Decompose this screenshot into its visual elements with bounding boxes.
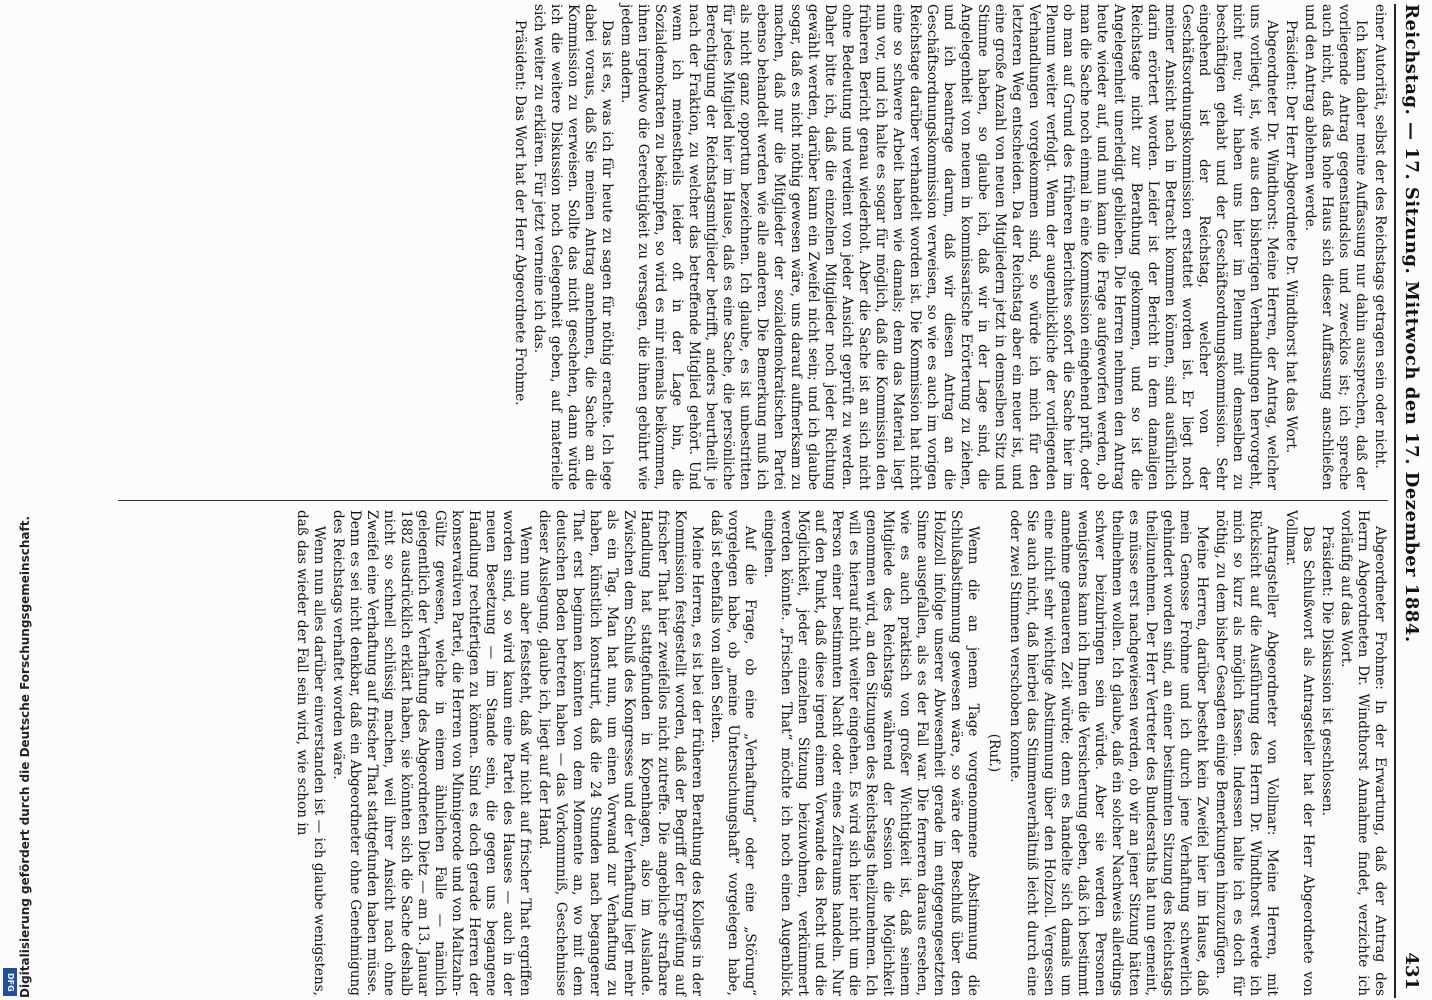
paragraph: Antragsteller Abgeordneter von Vollmar: Meine Herren, mit Rücksicht auf die Ausführung des Herrn Dr. Windthorst werde ich mich so kurz als möglich fassen. Indessen halte ich es doch für nöthig, zu dem bisher Gesagten einige Bemerkungen hinzuzufügen. <box>1213 510 1280 996</box>
rotated-content <box>110 4 1430 998</box>
digitization-strip <box>0 0 32 1000</box>
right-column <box>291 510 1388 996</box>
column-divider <box>118 500 1388 501</box>
paragraph: Meine Herren, es ist bei der früheren Berathung des Kollegs in der Kommission festgestellt worden, daß der Begriff der Ergreifung auf frischer That hier zweifellos nicht zutreffe. Die angebliche strafbare Handlung hat stattgefunden in Kopenhagen, also im Auslande. Zwischen dem Schluß des Kongresses und der Verhaftung liegt mehr als ein Tag. Man hat nun, um einen Vorwand zur Verhaftung zu haben, künstlich konstruirt, daß die 24 Stunden nach begangener That erst beginnen könnten von dem Momente an, wo mit dem deutschen Boden betreten haben — das Vorkommniß, Geschehnisse dieser Auslegung, glaube ich, liegt auf der Hand. <box>536 510 705 996</box>
left-column <box>509 4 1388 490</box>
page-header <box>1394 4 1430 998</box>
paragraph: Präsident: Das Wort hat der Herr Abgeordnete Frohme. <box>512 20 528 406</box>
paragraph: Wenn nun aber feststeht, daß wir nicht auf frischer That ergriffen worden sind, so wird kaum eine Partei des Hauses — auch in der neuen Besetzung — im Stande sein, die gegen uns begangene Handlung rechtfertigen zu können. Sind es doch gerade Herren der konservativen Partei, die Herren von Minnigerode und von Maltzahn-Gültz gewesen, welche in einem ähnlichen Falle — nämlich gelegentlich der Verhaftung des Abgeordneten Dietz — am 13. Januar 1882 ausdrücklich erklärt haben, sie könnten sich die Sache deshalb nicht so schnell schlüssig machen, weil ihrer Ansicht nach ohne Zweifel eine Verhaftung auf frischer That stattgefunden haben müsse. Denn es sei nicht denkbar, daß ein Abgeordneter ohne Genehmigung des Reichstags verhaftet worden wäre. <box>330 510 533 996</box>
paragraph: Präsident: Der Herr Abgeordnete Dr. Windthorst hat das Wort. <box>1283 20 1299 454</box>
running-head: Reichstag. — 17. Sitzung. Mittwoch den 17. Dezember 1884. <box>1401 4 1422 643</box>
paragraph: Das ist es, was ich für heute zu sagen für nöthig erachte. Ich lege dabei voraus, daß Sie meinen Antrag annehmen, die Sache an die Kommission zu verweisen. Sollte das nicht geschehen, dann würde ich die weitere Diskussion noch Gelegenheit geben, auf materielle sich weiter zu erklären. Für jetzt verneine ich das. <box>531 4 615 490</box>
paragraph: Wenn nun alles darüber einverstanden ist — ich glaube wenigstens, daß das wieder der Fall sein wird, wie schon in <box>294 510 327 996</box>
paragraph: einer Autorität, selbst der des Reichstags getragen sein oder nicht. <box>1372 4 1388 469</box>
paragraph: Auf die Frage, ob eine „Verhaftung“ oder eine „Störung“ vorgelegen habe, ob „meine Untersuchungshaft“ vorgelegen habe, daß ist ebenfalls von allen Seiten. <box>708 510 758 996</box>
digitization-note: Digitalisierung gefördert durch die Deutsche Forschungsgemeinschaft. <box>18 515 32 998</box>
paragraph: Abgeordneter Dr. Windthorst: Meine Herren, der Antrag, welcher uns vorliegt, ist, wie aus den bisherigen Verhandlungen hervorgeht, nicht neu; wir haben uns hier im Plenum mit demselben zu beschäftigen gehabt und der Geschäftsordnungskommission. Sehr eingehend ist der Reichstag, welcher von der Geschäftsordnungskommission erstattet worden ist. Er liegt noch meiner Ansicht nach in Betracht kommen können, sind ausführlich darin erörtert worden. Leider ist der Bericht in dem damaligen Reichstage nicht zur Berathung gekommen, und so ist die Angelegenheit unerledigt geblieben. Die Herren nehmen den Antrag heute wieder auf, und nun kann die Frage aufgeworfen werden, ob man die Sache noch einmal in eine Kommission eingehend prüft, oder ob man auf Grund des früheren Berichtes sofort die Sache hier im Plenum weiter verfolgt. Wenn der augenblickliche der vorliegenden Verhandlungen vorgekommen sind, so würde ich mich für den letzteren Weg entscheiden. Da der Reichstag aber ein neuer ist, und eine große Anzahl von neuen Mitgliedern jetzt in demselben Sitz und Stimme haben, so glaube ich, daß wir in der Lage sind, die Angelegenheit von neuem in kommissarische Erörterung zu ziehen, und ich beantrage darum, daß wir diesen Antrag an die Geschäftsordnungskommission verweisen, so wie es auch im vorigen Reichstage darüber verhandelt worden ist. Die Kommission hat nicht eine so schwere Arbeit haben wie damals; denn das Material liegt nun vor, und ich halte es sogar für möglich, daß die Kommission den früheren Bericht genau wiederholt. Aber die Sache ist an sich nicht ohne Bedeutung und verdient von jeder Ansicht geprüft zu werden. Daher bitte ich, daß die einzelnen Mitglieder noch jeder Richtung gewählt werden, darüber kann ein Zweifel nicht sein; und ich glaube sogar, daß es nicht nöthig gewesen wäre, uns darauf aufmerksam zu machen, daß nur die Mitglieder der sozialdemokratischen Partei ebenso behandelt werden wie alle anderen. Die Bemerkung muß ich als nicht ganz opportun bezeichnen. Ich glaube, es ist unbestritten für jedes Mitglied hier im Hause, daß es eine Sache, die persönliche Berechtigung der Reichstagsmitglieder betrifft, anders beurtheilt je nach der Fraktion, zu welcher das betreffende Mitglied gehört. Und wenn ich meinestheils leider oft in der Lage bin, die Sozialdemokraten zu bekämpfen, so wird es mir niemals beikommen, ihnen irgendwo die Gerechtigkeit zu versagen, die ihnen gebührt wie jedem andern. <box>618 4 1280 490</box>
interjection: (Ruf.) <box>986 733 1002 773</box>
page-number: 431 <box>1401 952 1422 990</box>
paragraph: Abgeordneter Frohme: In der Erwartung, daß der Antrag des Herrn Abgeordneten Dr. Windthorst Annahme findet, verzichte ich vorläufig auf das Wort. <box>1338 510 1388 996</box>
paragraph: Präsident: Die Diskussion ist geschlossen. <box>1319 526 1335 817</box>
paragraph: Wenn die an jenem Tage vorgenommene Abstimmung die Schlußabstimmung gewesen wäre, so wäre der Beschluß über den Holzzoll infolge unserer Abwesenheit gerade im entgegengesetzten Sinne ausgefallen, als es der Fall war. Die ferneren daraus ersehen, wie es auch praktisch von großer Wichtigkeit ist, daß seinem Mitgliede des Reichstags während der Session die Möglichkeit genommen wird, an den Sitzungen des Reichstags theilzunehmen. Ich will es hierauf nicht weiter eingehen. Es wird sich hier nicht um die Person einer bestimmten Nacht oder eines Zeitraums handeln. Nur auf den Punkt, daß diese irgend einem Vorwande das Recht und die Möglichkeit, jeder einzelnen Sitzung beizuwohnen, verkümmert werden könnte. „Frischen That“ möchte ich noch einen Augenblick eingehen. <box>761 510 981 996</box>
paragraph: Meine Herren, darüber besteht kein Zweifel hier im Hause, daß mein Genosse Frohme und ich durch jene Verhaftung schwerlich gehindert worden sind, an einer bestimmten Sitzung des Reichstags theilzunehmen. Der Herr Vertreter des Bundesraths hat nun gemeint, es müsse erst nachgewiesen werden, ob wir an jener Sitzung hätten theilnehmen wollen. Ich glaube, daß ein solcher Nachweis allerdings schwer beizubringen sein würde. Aber sie werden Personen wenigstens kann ich Ihnen die Versicherung geben, daß ich bestimmt annehme genaueren Zeit würde; denn es handelte sich damals um eine nicht sehr wichtige Abstimmung über den Holzzoll. Vergessen Sie auch nicht, daß hierbei das Stimmenverhältniß leicht durch eine oder zwei Stimmen verschoben konnte. <box>1007 510 1210 996</box>
dfg-logo: DFG <box>3 968 17 996</box>
paragraph: Ich kann daher meine Auffassung nur dahin aussprechen, daß der vorliegende Antrag gegenstandslos und zwecklos ist; ich spreche auch nicht, daß das hohe Haus sich dieser Auffassung anschließen und den Antrag ablehnen werde. <box>1302 4 1369 490</box>
header-rule <box>1394 4 1396 998</box>
paragraph: Das Schlußwort als Antragsteller hat der Herr Abgeordnete von Vollmar. <box>1283 510 1316 996</box>
